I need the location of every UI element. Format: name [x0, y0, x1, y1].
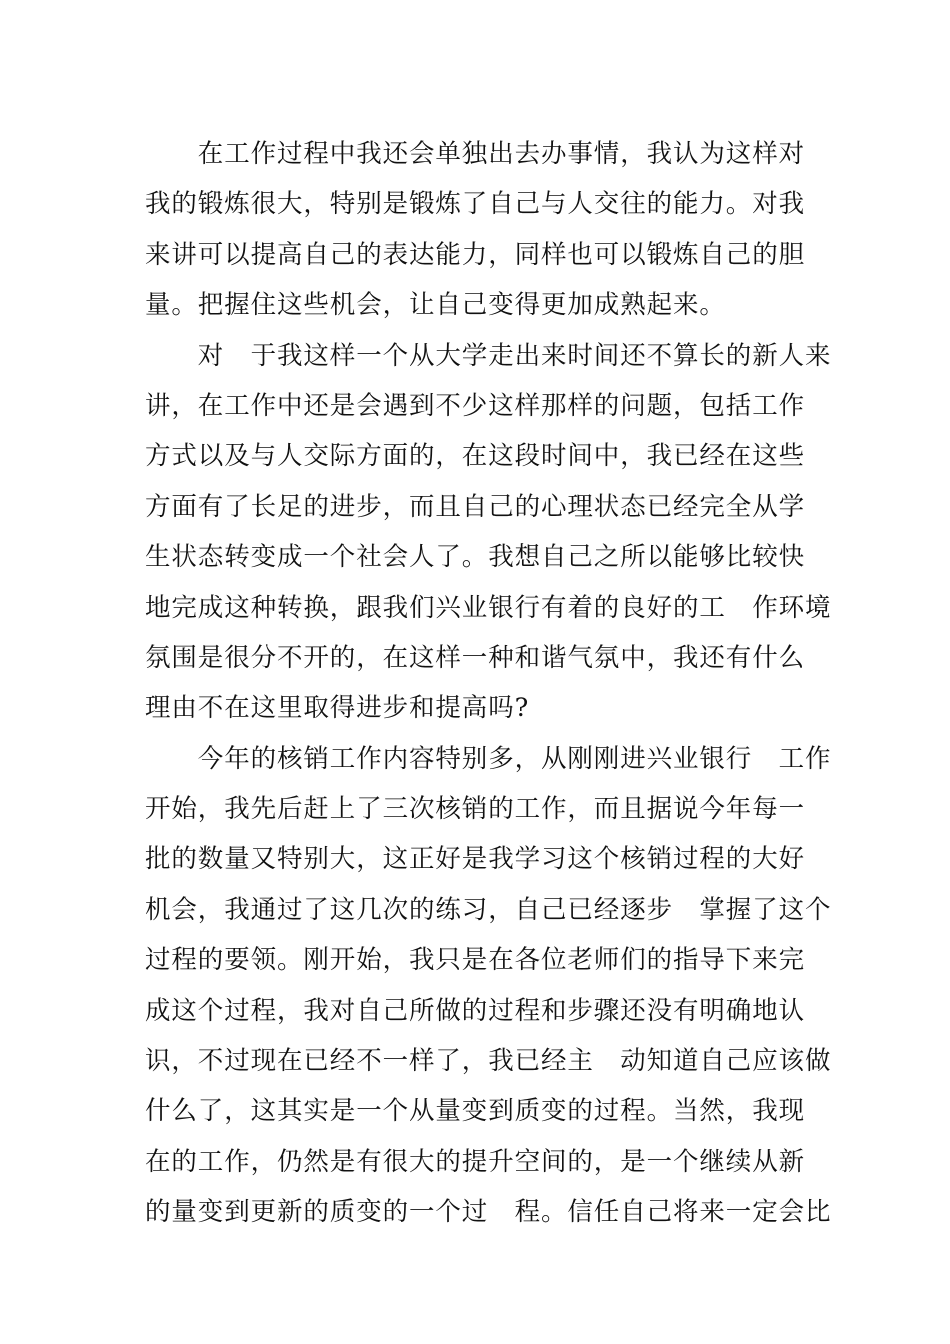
text-line: 讲，在工作中还是会遇到不少这样那样的问题，包括工作 [145, 390, 806, 421]
text-line: 什么了，这其实是一个从量变到质变的过程。当然，我现 [145, 1096, 806, 1127]
text-line: 的量变到更新的质变的一个过 程。信任自己将来一定会比 [145, 1197, 832, 1228]
text-line: 机会，我通过了这几次的练习，自己已经逐步 掌握了这个 [145, 894, 832, 925]
text-line: 在的工作，仍然是有很大的提升空间的，是一个继续从新 [145, 1146, 806, 1177]
text-line: 对 于我这样一个从大学走出来时间还不算长的新人来 [145, 340, 832, 371]
body-text [145, 129, 832, 1238]
text-line: 来讲可以提高自己的表达能力，同样也可以锻炼自己的胆 [145, 239, 806, 270]
text-line: 量。把握住这些机会，让自己变得更加成熟起来。 [145, 290, 726, 321]
text-line: 过程的要领。刚开始，我只是在各位老师们的指导下来完 [145, 945, 806, 976]
text-line: 方面有了长足的进步，而且自己的心理状态已经完全从学 [145, 491, 806, 522]
text-line: 在工作过程中我还会单独出去办事情，我认为这样对 [145, 139, 806, 169]
text-line: 我的锻炼很大，特别是锻炼了自己与人交往的能力。对我 [145, 189, 806, 220]
text-line: 识，不过现在已经不一样了，我已经主 动知道自己应该做 [145, 1046, 832, 1077]
text-line: 批的数量又特别大，这正好是我学习这个核销过程的大好 [145, 844, 806, 875]
text-line: 理由不在这里取得进步和提高吗? [145, 693, 530, 724]
text-line: 今年的核销工作内容特别多，从刚刚进兴业银行 工作 [145, 743, 832, 774]
text-line: 成这个过程，我对自己所做的过程和步骤还没有明确地认 [145, 995, 806, 1026]
text-line: 生状态转变成一个社会人了。我想自己之所以能够比较快 [145, 542, 806, 573]
text-line: 地完成这种转换，跟我们兴业银行有着的良好的工 作环境 [145, 592, 832, 623]
text-line: 方式以及与人交际方面的，在这段时间中，我已经在这些 [145, 441, 806, 472]
text-line: 开始，我先后赶上了三次核销的工作，而且据说今年每一 [145, 794, 806, 825]
text-line: 氛围是很分不开的，在这样一种和谐气氛中，我还有什么 [145, 642, 806, 673]
